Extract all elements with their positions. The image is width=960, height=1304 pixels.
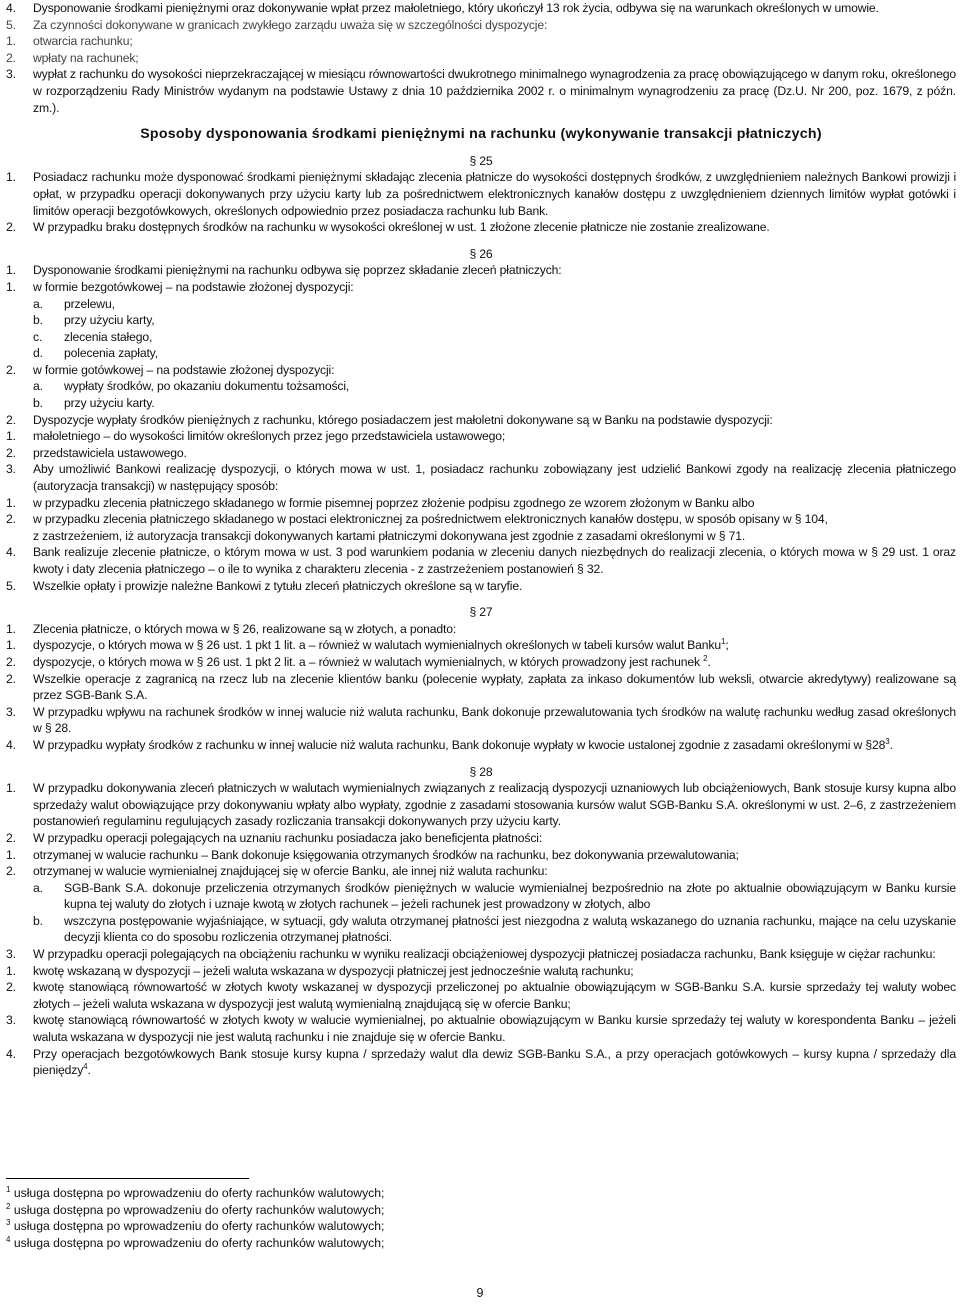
continuation-text: z zastrzeżeniem, iż autoryzacja transakcji dokonywanych kartami płatniczymi dokonywana jest zgodnie z zasadami określonymi w § 71.	[33, 528, 746, 543]
footnotes	[6, 1185, 384, 1251]
item-letter: a.	[33, 379, 43, 394]
item-text: Przy operacjach bezgotówkowych Bank stosuje kursy kupna / sprzedaży walut dla dewiz SGB-Banku S.A., a przy operacjach gotówkowych – kursy kupna / sprzedaży dla pieniędzy	[33, 1046, 956, 1078]
sub-list-item	[6, 428, 956, 445]
sub-list-item	[6, 654, 956, 671]
item-text: W przypadku wpływu na rachunek środków w innej walucie niż waluta rachunku, Bank dokonuje przewalutowania tych środków na walutę rachunku według zasad określonych w § 28.	[33, 704, 956, 736]
footnote	[6, 1218, 384, 1235]
footnote-ref: 4	[83, 1062, 88, 1072]
page-number: 9	[476, 1286, 484, 1300]
sub-list-item	[6, 495, 956, 512]
list-item	[6, 946, 956, 963]
item-number: 1.	[6, 279, 16, 294]
letter-item	[6, 880, 956, 913]
item-text: W przypadku dokonywania zleceń płatniczych w walutach wymienialnych związanych z realizacją dyspozycji uznaniowych lub obciążeniowych, Bank stosuje kursy kupna albo sprzedaży walut obowiązujące przy dokonywaniu wpłaty albo wypłaty, zgodnie z zasadami stosowania kursów walut SGB-Banku S.A. określonymi w ust. 2–6, z zastrzeżeniem postanowień regulaminu regulujących zasady rozliczania transakcji dokonywanych przy użyciu karty.	[33, 781, 956, 829]
item-number: 2.	[6, 671, 16, 686]
paragraph-label: § 26	[469, 246, 493, 261]
item-text: Dyspozycje wypłaty środków pieniężnych z rachunku, którego posiadaczem jest małoletni dokonywane są w Banku na podstawie dyspozycji:	[33, 412, 773, 427]
item-text: przelewu,	[64, 296, 115, 311]
item-text-end: .	[87, 1063, 91, 1078]
sub-list-item	[6, 637, 956, 654]
item-text-end: ;	[725, 638, 729, 653]
item-text: Zlecenia płatnicze, o których mowa w § 26, realizowane są w złotych, a ponadto:	[33, 621, 457, 636]
item-text: polecenia zapłaty,	[64, 346, 158, 361]
item-text: przy użyciu karty,	[64, 313, 155, 328]
sub-list-item	[6, 66, 956, 116]
list-item	[6, 169, 956, 219]
footnote-text: usługa dostępna po wprowadzeniu do oferty rachunków walutowych;	[13, 1202, 385, 1217]
item-text: wpłaty na rachunek;	[33, 50, 139, 65]
item-number: 4.	[6, 545, 16, 560]
footnote-ref: 2	[703, 653, 708, 663]
item-number: 2.	[6, 362, 16, 377]
item-text: Bank realizuje zlecenie płatnicze, o którym mowa w ust. 3 pod warunkiem podania w zleceniu danych niezbędnych do realizacji zlecenia, o których mowa w § 29 ust. 1 oraz kwoty i daty zlecenia płatniczego – o ile to wynika z charakteru zlecenia - z zastrzeżeniem postanowień § 32.	[33, 545, 956, 576]
item-letter: d.	[33, 346, 43, 361]
footnote-mark: 3	[6, 1218, 11, 1228]
item-text-end: .	[889, 737, 893, 752]
item-number: 3.	[6, 947, 16, 962]
item-number: 3.	[6, 704, 16, 719]
item-letter: b.	[33, 913, 43, 928]
list-item	[6, 219, 956, 236]
sub-list-item	[6, 33, 956, 50]
list-item	[6, 0, 956, 17]
item-text: wszczyna postępowanie wyjaśniające, w sytuacji, gdy waluta otrzymanej płatności jest niezgodna z walutą wskazanego do uznania rachunku, mające na celu uzyskanie decyzji klienta co do sposobu rozliczenia otrzymanej płatności.	[64, 913, 956, 945]
item-number: 2.	[6, 980, 16, 995]
list-item	[6, 544, 956, 577]
item-text: wypłat z rachunku do wysokości nieprzekraczającej w miesiącu równowartości dwukrotnego minimalnego wynagrodzenia za pracę obowiązującego w danym roku, określonego w rozporządzeniu Rady Ministrów wydanym na podstawie Ustawy z dnia 10 października 2002 r. o minimalnym wynagrodzeniu za pracę (Dz.U. Nr 200, poz. 1679, z późn. zm.).	[33, 67, 956, 115]
item-text: otrzymanej w walucie wymienialnej znajdującej się w ofercie Banku, ale innej niż waluta rachunku:	[33, 864, 548, 879]
item-letter: b.	[33, 313, 43, 328]
list-item	[6, 704, 956, 737]
document-body	[6, 0, 956, 1079]
item-text: W przypadku wypłaty środków z rachunku w innej walucie niż waluta rachunku, Bank dokonuje wypłaty w kwocie ustalonej zgodnie z zasadami określonymi w §28	[33, 737, 886, 752]
footnote	[6, 1202, 384, 1219]
item-number: 2.	[6, 50, 16, 65]
item-text: zlecenia stałego,	[64, 329, 153, 344]
item-text: w formie gotówkowej – na podstawie złożonej dyspozycji:	[33, 362, 335, 377]
item-letter: a.	[33, 880, 43, 895]
item-number: 5.	[6, 578, 16, 593]
letter-item	[6, 378, 956, 395]
item-text: Dysponowanie środkami pieniężnymi oraz dokonywanie wpłat przez małoletniego, który ukończył 13 rok życia, odbywa się na warunkach określonych w umowie.	[33, 1, 879, 15]
item-number: 3.	[6, 67, 16, 82]
list-item	[6, 262, 956, 279]
item-text: kwotę stanowiącą równowartość w złotych kwoty wskazanej w dyspozycji przeliczonej po aktualnie obowiązującym w SGB-Banku S.A. kursie sprzedaży tej waluty wobec złotych – jeżeli waluta wskazana w dyspozycji jest walutą wymienialną znajdującą się w ofercie Banku;	[33, 980, 956, 1011]
letter-item	[6, 913, 956, 946]
item-text: dyspozycje, o których mowa w § 26 ust. 1 pkt 1 lit. a – również w walutach wymienialnych określonych w tabeli kursów walut Banku	[33, 638, 721, 653]
list-item	[6, 578, 956, 595]
item-text: Aby umożliwić Bankowi realizację dyspozycji, o których mowa w ust. 1, posiadacz rachunku zobowiązany jest udzielić Bankowi zgody na realizację zlecenia płatniczego (autoryzacja transakcji) w następujący sposób:	[33, 462, 956, 494]
footnote-mark: 1	[6, 1184, 11, 1194]
item-number: 2.	[6, 412, 16, 427]
footnote-ref: 1	[721, 637, 726, 647]
item-number: 2.	[6, 830, 16, 845]
item-number: 1.	[6, 963, 16, 978]
paragraph-label: § 28	[469, 764, 493, 779]
sub-list-item	[6, 50, 956, 67]
list-item	[6, 780, 956, 830]
item-number: 1.	[6, 429, 16, 444]
item-text: W przypadku operacji polegających na obciążeniu rachunku w wyniku realizacji obciążeniowej dyspozycji płatniczej posiadacza rachunku, Bank księguje w ciężar rachunku:	[33, 947, 936, 962]
letter-item	[6, 395, 956, 412]
list-item	[6, 17, 956, 34]
sub-list-item	[6, 1012, 956, 1045]
item-text-end: .	[707, 654, 711, 669]
item-text: kwotę stanowiącą równowartość w złotych kwoty w walucie wymienialnej, po aktualnie obowiązującym w Banku kursie sprzedaży tej waluty w korespondenta Banku – jeżeli waluta wskazana w dyspozycji nie jest walutą rachunku i nie znajduje się w ofercie Banku.	[33, 1013, 956, 1045]
letter-item	[6, 312, 956, 329]
item-number: 4.	[6, 737, 16, 752]
item-text: kwotę wskazaną w dyspozycji – jeżeli waluta wskazana w dyspozycji płatniczej jest jednocześnie walutą rachunku;	[33, 963, 634, 978]
item-text: w przypadku zlecenia płatniczego składanego w formie pisemnej poprzez złożenie podpisu zgodnego ze wzorem złożonym w Banku albo	[33, 495, 755, 510]
footnote-text: usługa dostępna po wprowadzeniu do oferty rachunków walutowych;	[13, 1219, 385, 1234]
footnote-text: usługa dostępna po wprowadzeniu do oferty rachunków walutowych;	[13, 1235, 385, 1250]
item-number: 2.	[6, 445, 16, 460]
item-text: dyspozycje, o których mowa w § 26 ust. 1 pkt 2 lit. a – również w walutach wymienialnych, w których prowadzony jest rachunek	[33, 654, 700, 669]
item-number: 2.	[6, 864, 16, 879]
sub-list-item	[6, 963, 956, 980]
item-text: W przypadku operacji polegających na uznaniu rachunku posiadacza jako beneficjenta płatności:	[33, 830, 543, 845]
item-text: Za czynności dokonywane w granicach zwykłego zarządu uważa się w szczególności dyspozycje:	[33, 17, 548, 32]
footnote	[6, 1235, 384, 1252]
list-item	[6, 671, 956, 704]
paragraph-label: § 25	[469, 153, 493, 168]
footnote-mark: 2	[6, 1201, 11, 1211]
item-text: w formie bezgotówkowej – na podstawie złożonej dyspozycji:	[33, 279, 354, 294]
item-number: 3.	[6, 1013, 16, 1028]
item-number: 1.	[6, 34, 16, 49]
item-number: 1.	[6, 847, 16, 862]
sub-list-item	[6, 979, 956, 1012]
list-item	[6, 1046, 956, 1079]
item-number: 5.	[6, 17, 16, 32]
footnote-mark: 4	[6, 1234, 11, 1244]
sub-list-item	[6, 445, 956, 462]
list-item	[6, 412, 956, 429]
sub-list-item	[6, 362, 956, 379]
item-text: otwarcia rachunku;	[33, 34, 133, 49]
item-number: 2.	[6, 512, 16, 527]
item-number: 1.	[6, 781, 16, 796]
item-text: wypłaty środków, po okazaniu dokumentu tożsamości,	[64, 379, 350, 394]
item-letter: a.	[33, 296, 43, 311]
item-number: 1.	[6, 495, 16, 510]
section-heading: Sposoby dysponowania środkami pieniężnymi na rachunku (wykonywanie transakcji płatniczych)	[140, 126, 822, 143]
item-text: otrzymanej w walucie rachunku – Bank dokonuje księgowania otrzymanych środków na rachunku, bez dokonywania przewalutowania;	[33, 847, 739, 862]
item-number: 1.	[6, 263, 16, 278]
item-text: małoletniego – do wysokości limitów określonych przez jego przedstawiciela ustawowego;	[33, 429, 506, 444]
sub-list-item	[6, 279, 956, 296]
letter-item	[6, 345, 956, 362]
item-number: 1.	[6, 621, 16, 636]
item-letter: c.	[33, 329, 43, 344]
footnote-text: usługa dostępna po wprowadzeniu do oferty rachunków walutowych;	[13, 1186, 385, 1200]
sub-list-item	[6, 847, 956, 864]
item-number: 1.	[6, 170, 16, 185]
item-letter: b.	[33, 396, 43, 411]
item-number: 2.	[6, 220, 16, 235]
item-text: Posiadacz rachunku może dysponować środkami pieniężnymi składając zlecenia płatnicze do wysokości dostępnych środków, z uwzględnieniem należnych Bankowi prowizji i opłat, w przypadku operacji dokonywanych przy użyciu karty lub za pośrednictwem elektronicznych kanałów dostępu z uwzględnieniem dziennych limitów wypłat gotówki i limitów operacji bezgotówkowych, określonych odpowiednio przez posiadacza rachunku lub Bank.	[33, 170, 956, 218]
item-text: w przypadku zlecenia płatniczego składanego w postaci elektronicznej za pośrednictwem elektronicznych kanałów dostępu, w sposób opisany w § 104,	[33, 512, 828, 527]
item-number: 3.	[6, 462, 16, 477]
item-text: SGB-Bank S.A. dokonuje przeliczenia otrzymanych środków pieniężnych w walucie wymienialnej bezpośrednio na złote po aktualnie obowiązującym w Banku kursie kupna tej waluty do złotych i uznaje kwotą w złotych rachunek – jeżeli rachunek jest prowadzony w złotych, albo	[64, 880, 956, 912]
letter-item	[6, 296, 956, 313]
sub-list-item	[6, 863, 956, 880]
list-item	[6, 621, 956, 638]
sub-list-item	[6, 511, 956, 528]
item-text: Wszelkie opłaty i prowizje należne Bankowi z tytułu zleceń płatniczych określone są w taryfie.	[33, 578, 523, 593]
item-number: 4.	[6, 1046, 16, 1061]
footnote-divider	[6, 1178, 249, 1179]
item-number: 4.	[6, 1, 16, 15]
letter-item	[6, 329, 956, 346]
item-number: 2.	[6, 654, 16, 669]
list-item	[6, 737, 956, 754]
item-text: Dysponowanie środkami pieniężnymi na rachunku odbywa się poprzez składanie zleceń płatniczych:	[33, 263, 562, 278]
list-item	[6, 830, 956, 847]
item-text: Wszelkie operacje z zagranicą na rzecz lub na zlecenie klientów banku (polecenie wypłaty, zapłata za inkaso dokumentów lub weksli, otwarcie akredytywy) realizowane są przez SGB-Bank S.A.	[33, 671, 956, 703]
list-item	[6, 461, 956, 494]
item-text: W przypadku braku dostępnych środków na rachunku w wysokości określonej w ust. 1 złożone zlecenie płatnicze nie zostanie zrealizowane.	[33, 220, 770, 235]
item-text: przy użyciu karty.	[64, 396, 155, 411]
item-number: 1.	[6, 638, 16, 653]
paragraph-label: § 27	[469, 605, 493, 620]
footnote-ref: 3	[885, 736, 890, 746]
item-text: przedstawiciela ustawowego.	[33, 445, 187, 460]
footnote	[6, 1185, 384, 1202]
